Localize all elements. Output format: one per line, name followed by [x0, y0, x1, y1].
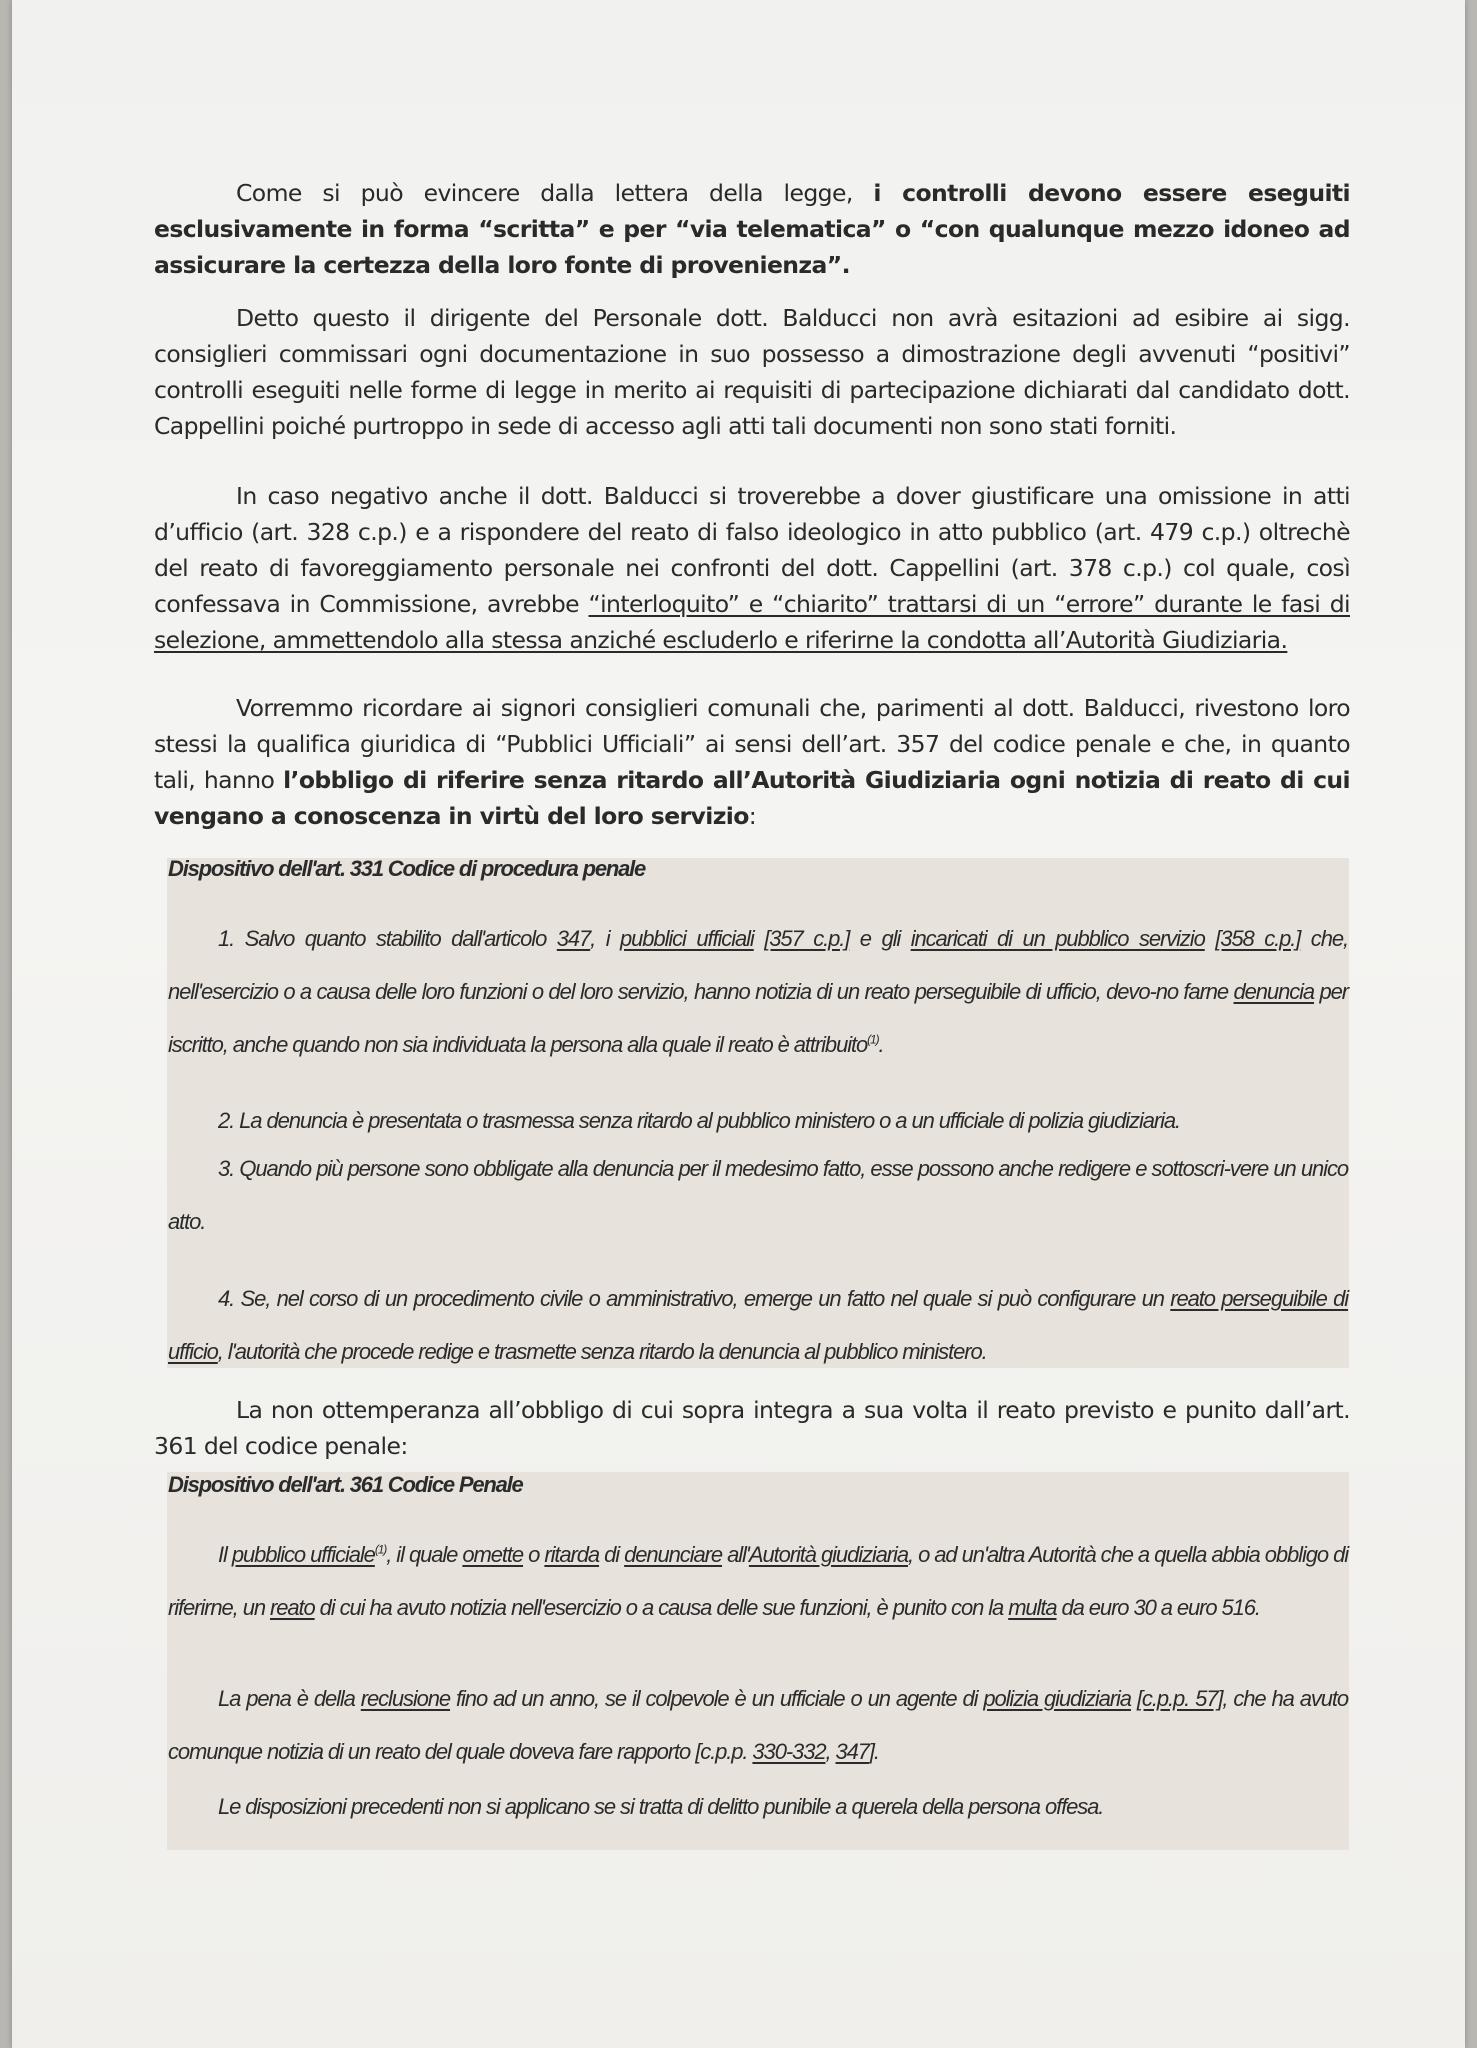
- p1-bold: i controlli devono essere eseguiti esclusivamente in forma “scritta” e per “via telematica” o “con qualunque mezzo idoneo ad assicurare la certezza della loro fonte di provenienza”.: [154, 179, 1351, 279]
- c4-text-b: , l'autorità che procede redige e trasmette senza ritardo la denuncia al pubblico ministero.: [217, 1339, 987, 1364]
- c3-text: 3. Quando più persone sono obbligate alla denuncia per il medesimo fatto, esse possono anche redigere e sottoscri-vere un unico atto.: [168, 1156, 1348, 1234]
- link-pubblici-ufficiali[interactable]: pubblici ufficiali: [620, 926, 754, 951]
- citation-331-comma-1: [168, 912, 1348, 1071]
- link-330-332[interactable]: 330-332: [752, 1739, 826, 1764]
- p1-intro: Come si può evincere dalla lettera della legge,: [236, 179, 874, 207]
- c5-text-a: Il: [218, 1542, 232, 1567]
- p3-underlined: “interloquito” e “chiarito” trattarsi di un “errore” durante le fasi di selezione, ammettendolo alla stessa anziché escluderlo e riferirne la condotta all’Autorità Giudiziaria.: [154, 590, 1350, 654]
- paragraph-balducci: [154, 300, 1350, 444]
- citation-331-comma-4: [168, 1272, 1348, 1378]
- c5-text-d: di: [599, 1542, 625, 1567]
- c2-text: 2. La denuncia è presentata o trasmessa senza ritardo al pubblico ministero o a un ufficiale di polizia giudiziaria.: [218, 1108, 1181, 1133]
- c1-text-c: [754, 926, 765, 951]
- link-pubblico-ufficiale[interactable]: pubblico ufficiale: [231, 1542, 375, 1567]
- paragraph-negative-case: [154, 478, 1350, 658]
- citation-361-comma-1: [168, 1528, 1348, 1634]
- document-page: [12, 0, 1465, 2048]
- p4-plain: Vorremmo ricordare ai signori consiglieri comunali che, parimenti al dott. Balducci, rivestono loro stessi la qualifica giuridica di “Pubblici Ufficiali” ai sensi dell’art. 357 del codice penale e che, in quanto tali, hanno: [154, 694, 1350, 794]
- link-omette[interactable]: omette: [462, 1542, 524, 1567]
- link-reclusione[interactable]: reclusione: [360, 1686, 451, 1711]
- link-358-cp[interactable]: [358 c.p.]: [1215, 926, 1301, 951]
- link-ritarda[interactable]: ritarda: [544, 1542, 600, 1567]
- p3-plain: In caso negativo anche il dott. Balducci si troverebbe a dover giustificare una omissione in atti d’ufficio (art. 328 c.p.) e a rispondere del reato di falso ideologico in atto pubblico (art. 479 c.p.) oltrechè del reato di favoreggiamento personale nei confronti del dott. Cappellini (art. 378 c.p.) col quale, così confessava in Commissione, avrebbe: [154, 482, 1350, 618]
- c6-text-f: ,: [825, 1739, 836, 1764]
- link-357-cp[interactable]: [357 c.p.]: [764, 926, 850, 951]
- c4-text-a: 4. Se, nel corso di un procedimento civile o amministrativo, emerge un fatto nel quale si può configurare un: [218, 1286, 1171, 1311]
- footnote-marker[interactable]: (1): [867, 1032, 879, 1047]
- c6-text-b: fino ad un anno, se il colpevole è un ufficiale o un agente di: [450, 1686, 984, 1711]
- citation-361-comma-2: [168, 1672, 1348, 1778]
- link-denunciare[interactable]: denunciare: [624, 1542, 722, 1567]
- citation-361-comma-3: [168, 1780, 1348, 1833]
- p5-text: La non ottemperanza all’obbligo di cui sopra integra a sua volta il reato previsto e punito dall’art. 361 del codice penale:: [154, 1396, 1350, 1460]
- link-denuncia[interactable]: denuncia: [1233, 979, 1315, 1004]
- paragraph-councillors: [154, 690, 1350, 834]
- link-cpp-57[interactable]: [c.p.p. 57]: [1136, 1686, 1223, 1711]
- c1-text-h: .: [878, 1032, 884, 1057]
- c7-text: Le disposizioni precedenti non si applicano se si tratta di delitto punibile a querela della persona offesa.: [218, 1794, 1104, 1819]
- link-reato[interactable]: reato: [269, 1595, 315, 1620]
- link-art-347[interactable]: 347: [556, 926, 591, 951]
- paragraph-non-compliance: [154, 1392, 1350, 1464]
- p4-bold: l’obbligo di riferire senza ritardo all’Autorità Giudiziaria ogni notizia di reato di cui vengano a conoscenza in virtù del loro servizio: [154, 766, 1350, 830]
- p2-text: Detto questo il dirigente del Personale dott. Balducci non avrà esitazioni ad esibire ai sigg. consiglieri commissari ogni documentazione in suo possesso a dimostrazione degli avvenuti “positivi” controlli eseguiti nelle forme di legge in merito ai requisiti di partecipazione dichiarati dal candidato dott. Cappellini poiché purtroppo in sede di accesso agli atti tali documenti non sono stati forniti.: [154, 304, 1350, 440]
- link-autorita-giudiziaria[interactable]: Autorità giudiziaria: [748, 1542, 908, 1567]
- c5-text-c: o: [523, 1542, 545, 1567]
- c5-text-e: all': [722, 1542, 749, 1567]
- c6-text-a: La pena è della: [218, 1686, 361, 1711]
- c5-text-g: di cui ha avuto notizia nell'esercizio o a causa delle sue funzioni, è punito con la: [314, 1595, 1009, 1620]
- c1-text-e: [1205, 926, 1216, 951]
- c6-text-e: [c.p.p.: [695, 1739, 753, 1764]
- paragraph-controls: [154, 175, 1350, 283]
- c1-text-a: 1. Salvo quanto stabilito dall'articolo: [218, 926, 557, 951]
- link-incaricati-pubblico-servizio[interactable]: incaricati di un pubblico servizio: [910, 926, 1205, 951]
- c1-text-f: che, nell'esercizio o a causa delle loro funzioni o del loro servizio, hanno notizia di un reato perseguibile di ufficio, devo-no farne: [168, 926, 1348, 1004]
- link-polizia-giudiziaria[interactable]: polizia giudiziaria: [983, 1686, 1131, 1711]
- footnote-marker[interactable]: (1): [374, 1542, 387, 1557]
- c6-text-d: , che ha avuto comunque notizia di un reato del quale doveva fare rapporto: [168, 1686, 1349, 1764]
- c5-text-b: , il quale: [386, 1542, 463, 1567]
- p4-end: :: [748, 802, 757, 830]
- link-reato-perseguibile[interactable]: reato perseguibile di ufficio: [168, 1286, 1348, 1364]
- c1-text-b: , i: [590, 926, 621, 951]
- citation-heading-361: Dispositivo dell'art. 361 Codice Penale: [168, 1472, 523, 1497]
- link-multa[interactable]: multa: [1008, 1595, 1057, 1620]
- citation-heading-331: Dispositivo dell'art. 331 Codice di procedura penale: [168, 856, 646, 881]
- c1-text-g: per iscritto, anche quando non sia individuata la persona alla quale il reato è attribuito: [168, 979, 1348, 1057]
- c1-text-d: e gli: [849, 926, 911, 951]
- c5-text-f: , o ad un'altra Autorità che a quella abbia obbligo di riferirne, un: [168, 1542, 1349, 1620]
- citation-331-comma-2: [168, 1094, 1348, 1147]
- link-347[interactable]: 347: [835, 1739, 869, 1764]
- c5-text-h: da euro 30 a euro 516.: [1056, 1595, 1260, 1620]
- citation-331-comma-3: [168, 1142, 1348, 1248]
- c6-text-g: ].: [868, 1739, 879, 1764]
